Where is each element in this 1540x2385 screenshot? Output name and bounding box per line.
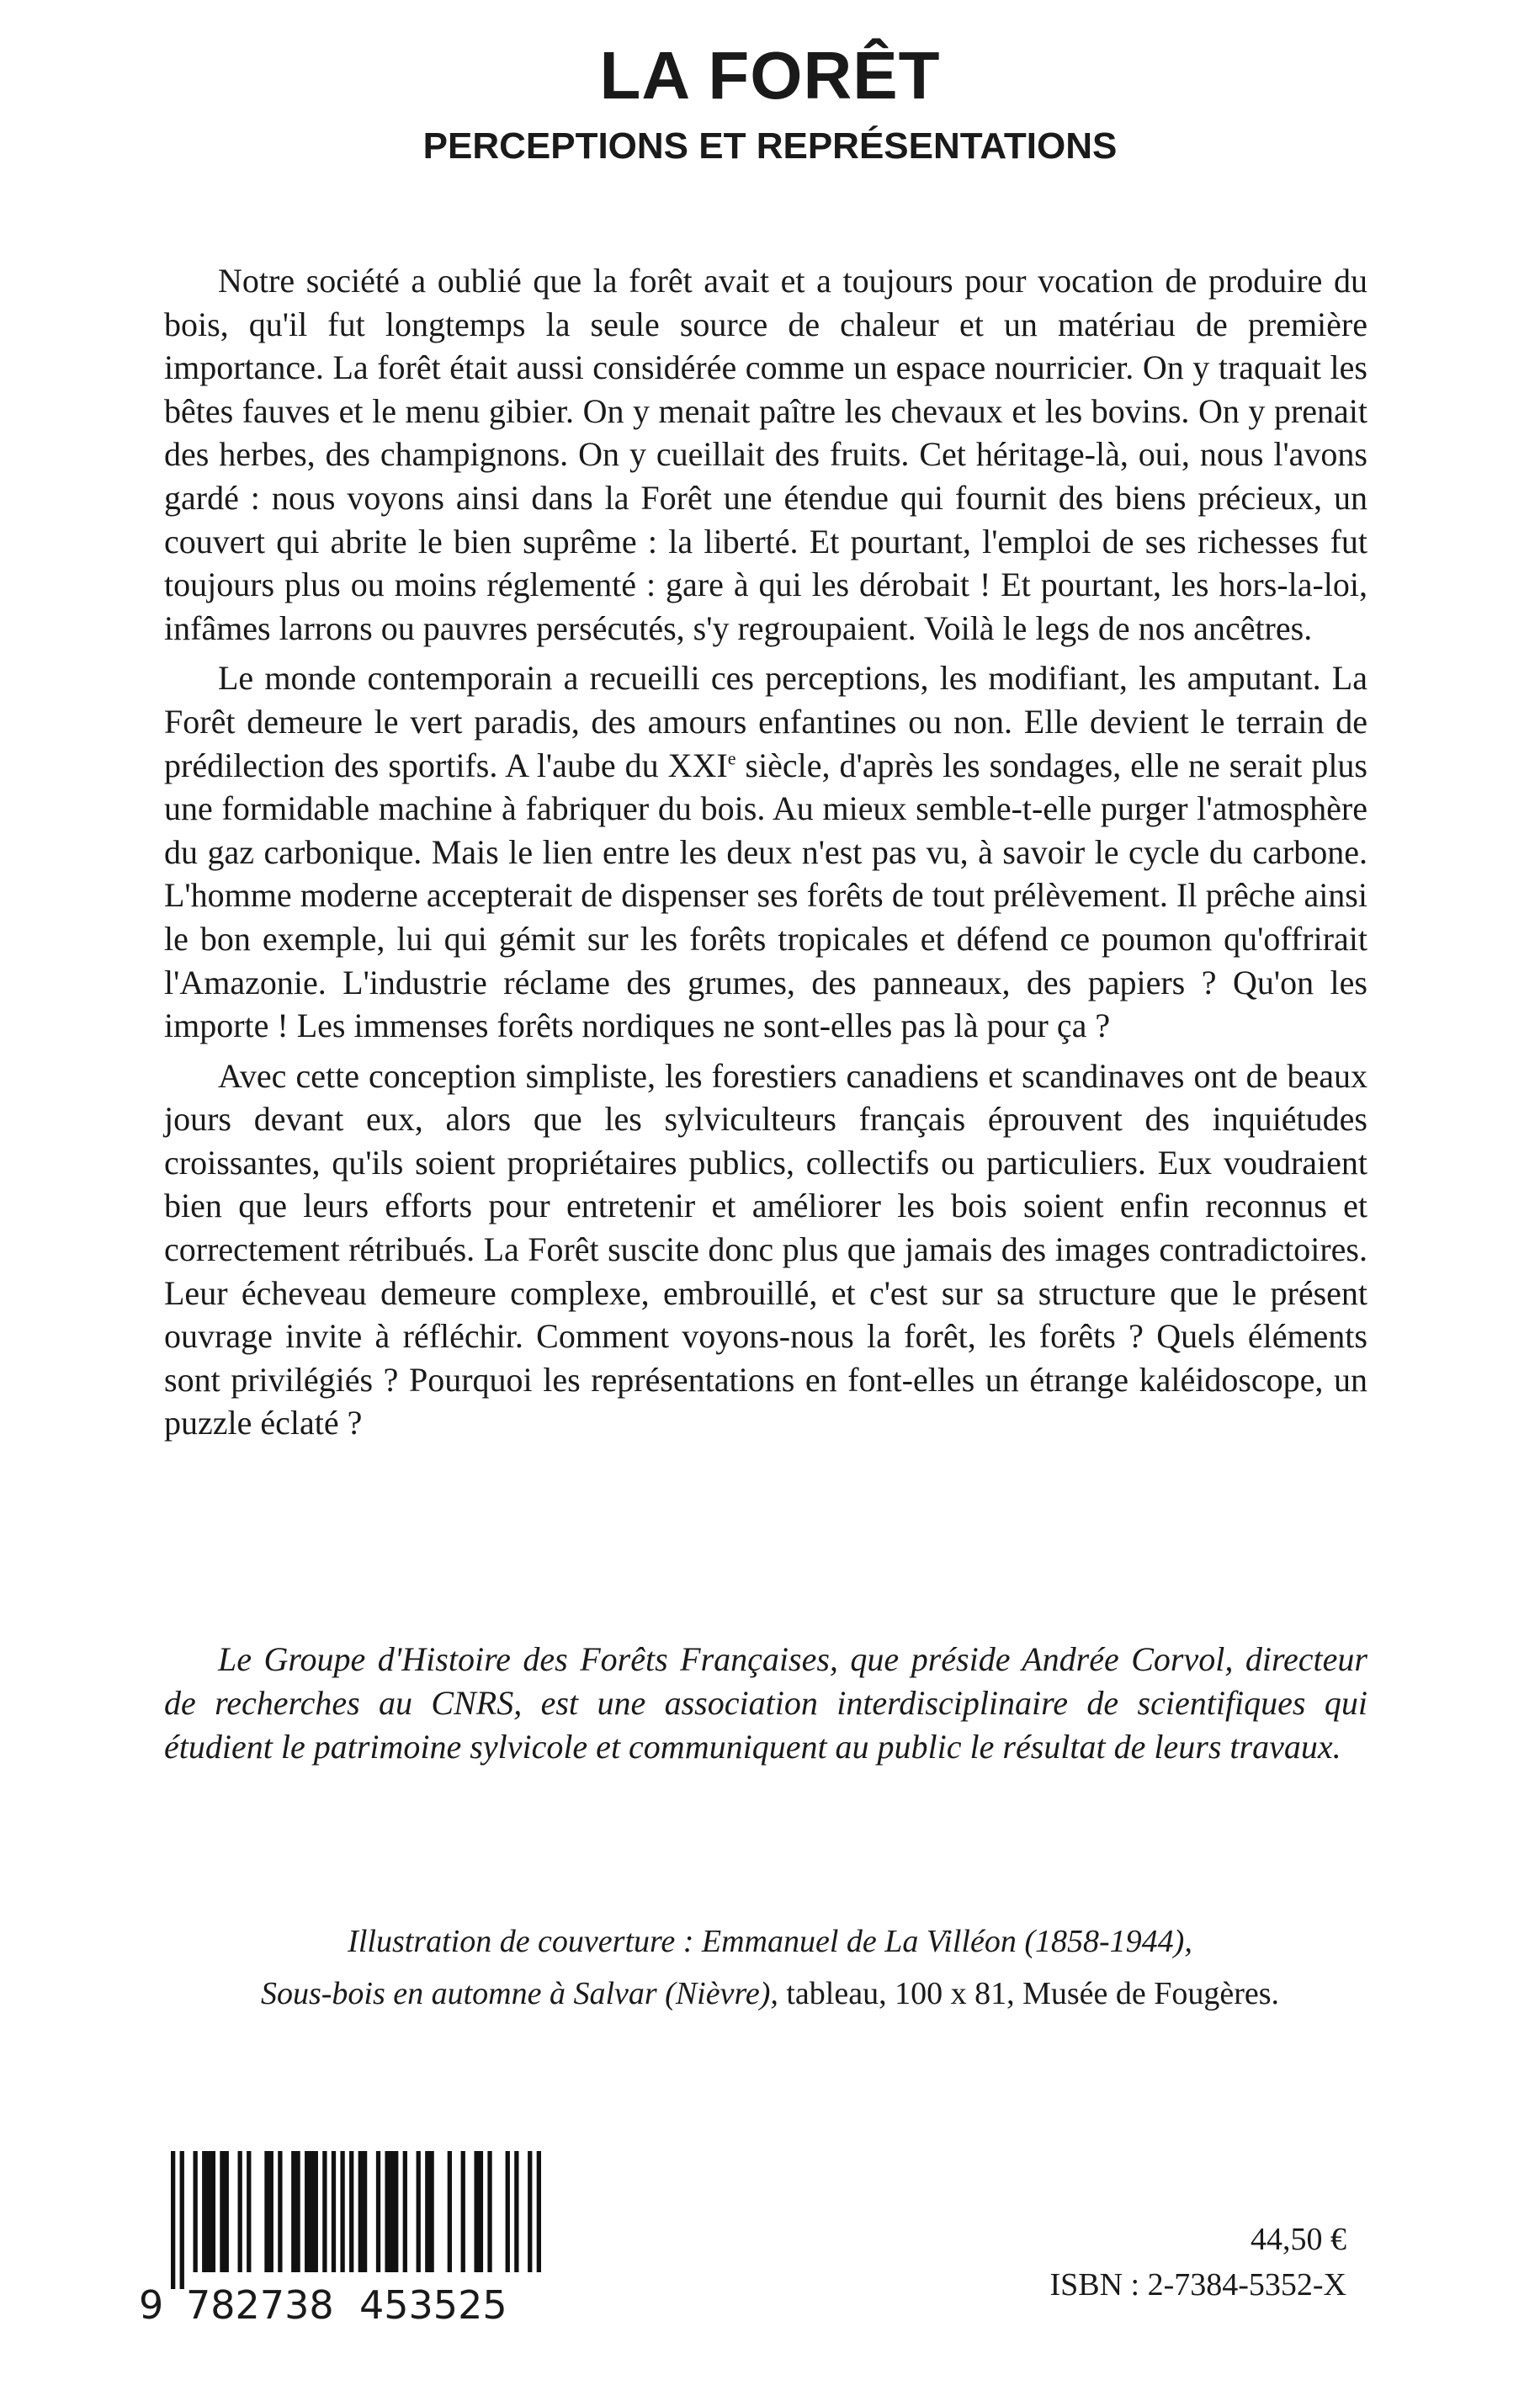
barcode-left-digits: 782738 [186, 2282, 334, 2328]
barcode-bar [376, 2151, 380, 2272]
barcode-bar [332, 2151, 336, 2272]
barcode-bar [514, 2151, 518, 2272]
century-superscript: e [727, 747, 736, 769]
barcode-bar [425, 2151, 434, 2272]
summary-paragraph-2-end: siècle, d'après les sondages, elle ne serait plus une formidable machine à fabriquer du bois. Au mieux semble-t-elle purger l'atmosphère du gaz carbonique. Mais le lien entre les deux n'est pas vu, à savoir le cycle du carbone. L'homme moderne accepterait de dispenser ses forêts de tout prélèvement. Il prêche ainsi le bon exemple, lui qui gémit sur les forêts tropicales et défend ce poumon qu'offrirait l'Amazonie. L'industrie réclame des grumes, des panneaux, des papiers ? Qu'on les importe ! Les immenses forêts nordiques ne sont-elles pas là pour ça ? [164, 746, 1367, 1045]
barcode-bar [448, 2151, 452, 2272]
barcode [139, 2151, 543, 2331]
page-title: LA FORÊT [599, 38, 941, 113]
barcode-bar [474, 2151, 483, 2272]
credits-line-2 [0, 1968, 1540, 2020]
barcode-bar [403, 2151, 407, 2272]
barcode-bar [264, 2151, 273, 2272]
isbn: ISBN : 2-7384-5352-X [1049, 2267, 1346, 2303]
barcode-bar [322, 2151, 327, 2272]
barcode-bar [461, 2151, 465, 2272]
barcode-bar [180, 2151, 184, 2289]
barcode-bar [349, 2151, 353, 2272]
publisher-description: Le Groupe d'Histoire des Forêts Françaises, que préside Andrée Corvol, directeur de recherches au CNRS, est une association interdisciplinaire de scientifiques qui étudient le patrimoine sylvicole et communiquent au public le résultat de leurs travaux. [164, 1640, 1367, 1766]
barcode-bar [528, 2151, 532, 2272]
cover-credits [0, 1915, 1540, 2020]
barcode-right-digits: 453525 [359, 2282, 507, 2328]
barcode-bar [238, 2151, 242, 2272]
credits-line-1: Illustration de couverture : Emmanuel de La Villéon (1858-1944), [348, 1924, 1192, 1959]
barcode-first-digit: 9 [139, 2282, 164, 2328]
summary-text [164, 259, 1367, 1445]
barcode-bar [340, 2151, 344, 2272]
barcode-bar [506, 2151, 510, 2272]
barcode-bar [385, 2151, 398, 2272]
summary-paragraph-2 [164, 656, 1367, 1047]
barcode-bar [202, 2151, 215, 2272]
barcode-bar [537, 2151, 541, 2272]
barcode-bar [220, 2151, 229, 2272]
summary-paragraph-1: Notre société a oublié que la forêt avait et a toujours pour vocation de produire du bois, qu'il fut longtemps la seule source de chaleur et un matériau de première importance. La forêt était aussi considérée comme un espace nourricier. On y traquait les bêtes fauves et le menu gibier. On y menait paître les chevaux et les bovins. On y prenait des herbes, des champignons. On y cueillait des fruits. Cet héritage-là, oui, nous l'avons gardé : nous voyons ainsi dans la Forêt une étendue qui fournit des biens précieux, un couvert qui abrite le bien suprême : la liberté. Et pourtant, l'emploi de ses richesses fut toujours plus ou moins réglementé : gare à qui les dérobait ! Et pourtant, les hors-la-loi, infâmes larrons ou pauvres persécutés, s'y regroupaient. Voilà le legs de nos ancêtres. [164, 262, 1367, 647]
painting-details: tableau, 100 x 81, Musée de Fougères. [778, 1976, 1280, 2011]
summary-paragraph-3: Avec cette conception simpliste, les forestiers canadiens et scandinaves ont de beaux jours devant eux, alors que les sylviculteurs français éprouvent des inquiétudes croissantes, qu'ils soient propriétaires publics, collectifs ou particuliers. Eux voudraient bien que leurs efforts pour entretenir et améliorer les bois soient enfin reconnus et correctement rétribués. La Forêt suscite donc plus que jamais des images contradictoires. Leur écheveau demeure complexe, embrouillé, et c'est sur sa structure que le présent ouvrage invite à réfléchir. Comment voyons-nous la forêt, les forêts ? Quels éléments sont privilégiés ? Pourquoi les représentations en font-elles un étrange kaléidoscope, un puzzle éclaté ? [164, 1056, 1367, 1442]
price: 44,50 € [1251, 2222, 1346, 2257]
barcode-bar [417, 2151, 421, 2272]
barcode-bar [278, 2151, 282, 2272]
barcode-bar [194, 2151, 198, 2272]
barcode-bar [171, 2151, 175, 2289]
painting-title: Sous-bois en automne à Salvar (Nièvre), [260, 1976, 778, 2011]
barcode-bar [487, 2151, 491, 2272]
barcode-bar [358, 2151, 368, 2272]
barcode-bar [305, 2151, 318, 2272]
page-subtitle: PERCEPTIONS ET REPRÉSENTATIONS [422, 125, 1118, 167]
summary-paragraph-2-start: Le monde contemporain a recueilli ces perceptions, les modifiant, les amputant. La Forêt demeure le vert paradis, des amours enfantines ou non. Elle devient le terrain de prédilection des sportifs. A l'aube du XXI [164, 659, 1367, 784]
barcode-bars [171, 2151, 541, 2289]
barcode-bar [291, 2151, 300, 2272]
barcode-bar [247, 2151, 251, 2272]
